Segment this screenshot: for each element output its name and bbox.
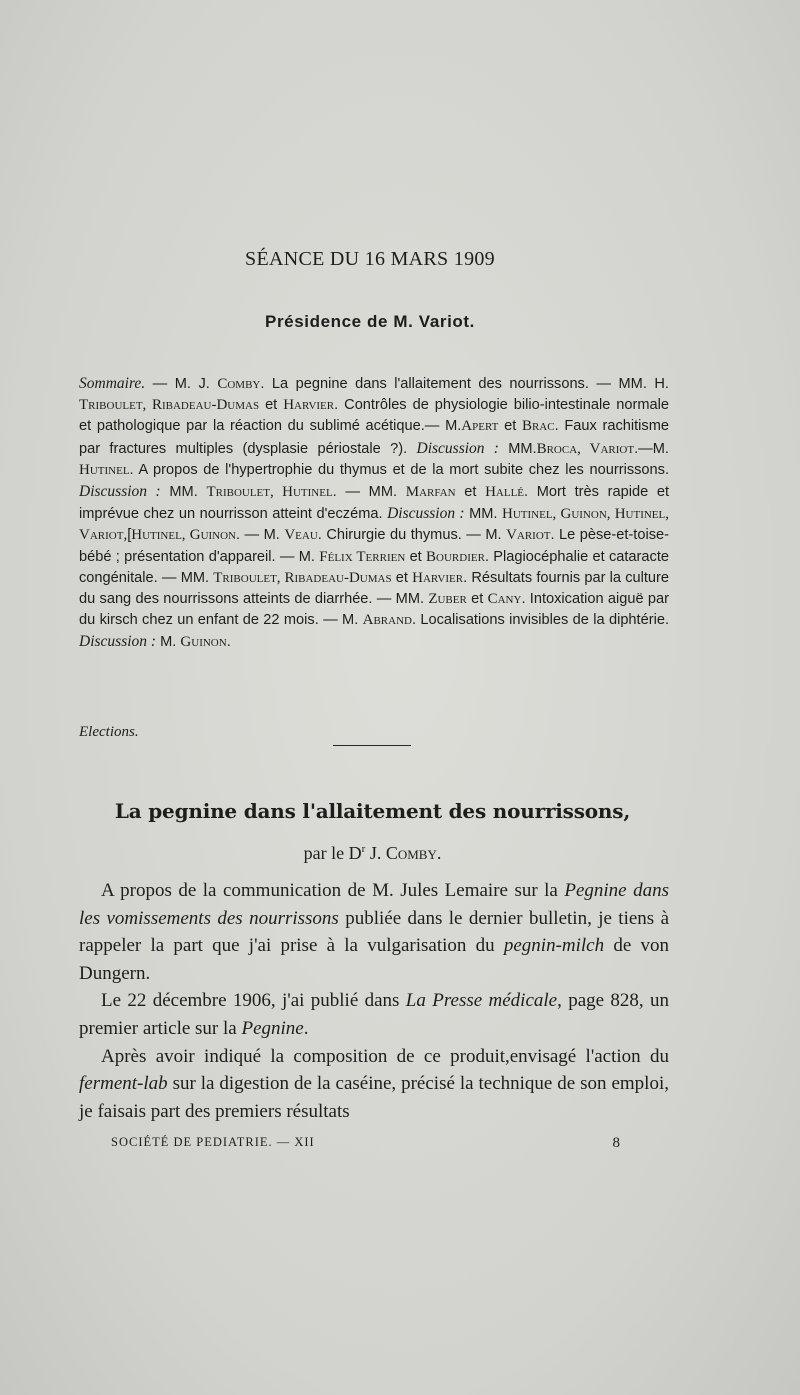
- page-footer: [111, 1135, 621, 1150]
- summary-text: . Contrôles de physiologie bilio-intestinale normale et pathologique par la réaction du sublimé acétique.— M.: [79, 397, 670, 435]
- summary-text: MM.: [469, 506, 498, 523]
- discussion-label: Discussion :: [79, 483, 161, 501]
- journal-running-head: SOCIÉTÉ DE PEDIATRIE. — XII: [111, 1135, 315, 1149]
- summary-text: et: [265, 397, 278, 414]
- author-name: Broca, Variot: [536, 440, 635, 457]
- summary-text: et: [395, 569, 408, 586]
- body-paragraph: [79, 877, 669, 987]
- discussion-label: Discussion :: [416, 439, 499, 457]
- summary-text: . Chirurgie du thymus. — M.: [317, 527, 502, 544]
- author-name: Harvier: [412, 569, 464, 586]
- body-italic: La Presse médicale: [405, 990, 558, 1012]
- author-name: Triboulet, Ribadeau-Dumas: [213, 569, 392, 586]
- summary-label: Sommaire.: [79, 375, 146, 392]
- author-name: Marfan: [405, 484, 456, 501]
- summary-text: MM.: [508, 440, 537, 457]
- discussion-label: Discussion :: [79, 633, 157, 651]
- summary-text: . Localisations invisibles de la diphtérie.: [411, 612, 669, 629]
- body-text: .: [303, 1017, 309, 1039]
- body-text: A propos de la communication de M. Jules Lemaire sur la: [101, 880, 558, 901]
- summary-text: . Intoxication aiguë par du kirsch chez un enfant de 22 mois. — M.: [79, 591, 669, 629]
- body-text: sur la digestion de la caséine, précisé la technique de son emploi, je faisais part des premiers résultats: [79, 1073, 669, 1122]
- author-name: Veau: [284, 527, 318, 544]
- elections-label: Elections.: [79, 724, 139, 740]
- summary-paragraph: [79, 373, 669, 654]
- summary-text: et: [471, 591, 484, 608]
- body-paragraph: [79, 1043, 669, 1126]
- summary-text: . Résultats fournis par la culture du sang des nourrissons atteints de diarrhée. — MM.: [79, 569, 669, 608]
- author-name: Abrand: [362, 612, 412, 629]
- summary-text: et: [464, 484, 477, 501]
- author-name: Bourdier: [426, 548, 485, 565]
- author-name: Brac: [521, 418, 555, 435]
- author-name: Harvier: [283, 397, 335, 414]
- author-name: Hutinel: [79, 461, 130, 478]
- author-name: Guinon: [180, 634, 227, 651]
- author-name: Cany: [487, 591, 522, 608]
- body-italic: Pegnine dans les vomissements des nourrissons: [79, 880, 669, 929]
- summary-text: . Plagiocéphalie et cataracte congénitale. — MM.: [79, 548, 669, 586]
- section-divider: [333, 745, 411, 746]
- body-text: Après avoir indiqué la composition de ce produit,envisagé l'action du: [101, 1045, 669, 1067]
- body-text: de von Dungern.: [79, 935, 670, 984]
- body-italic: pegnin-milch: [503, 935, 605, 957]
- summary-text: .: [226, 634, 231, 651]
- author-name: Zuber: [428, 591, 467, 608]
- summary-text: . La pegnine dans l'allaitement des nourrissons. — MM. H.: [260, 376, 669, 392]
- body-paragraph: [79, 987, 669, 1042]
- summary-text: . A propos de l'hypertrophie du thymus et de la mort subite chez les nourrissons.: [129, 461, 669, 478]
- summary-text: — M. J.: [152, 376, 210, 392]
- summary-text: M.: [160, 634, 177, 651]
- summary-text: . Faux rachitisme par fractures multiples (dysplasie périostale ?).: [79, 418, 669, 457]
- summary-text: et: [504, 418, 517, 435]
- author-name: Variot: [506, 527, 551, 544]
- author-name: Triboulet, Hutinel: [206, 484, 333, 501]
- discussion-label: Discussion :: [387, 505, 465, 523]
- author-name: Comby: [217, 376, 261, 392]
- article-title: La pegnine dans l'allaitement des nourrissons,: [114, 799, 631, 823]
- author-name: Félix Terrien: [319, 548, 406, 565]
- body-italic: Pegnine: [241, 1017, 304, 1039]
- summary-text: . Le pèse-et-toise-bébé ; présentation d'appareil. — M.: [79, 527, 669, 565]
- author-name: Hallé: [485, 484, 525, 501]
- summary-text: MM.: [169, 484, 198, 501]
- body-text: publiée dans le dernier bulletin, je tiens à rappeler la part que j'ai prise à la vulgarisation du: [79, 907, 670, 957]
- author-name: Hutinel, Guinon: [131, 527, 237, 544]
- summary-text: .—M.: [634, 440, 669, 457]
- author-name: Hutinel, Guinon, Hutinel, Variot,: [79, 506, 670, 544]
- page-number: 8: [612, 1135, 621, 1151]
- summary-text: . — M.: [236, 527, 280, 544]
- byline-prefix: par le D: [303, 843, 362, 863]
- summary-text: . — MM.: [332, 484, 398, 501]
- byline-superscript: r: [361, 843, 366, 855]
- article-body: [79, 877, 669, 1125]
- body-italic: ferment-lab: [79, 1073, 168, 1095]
- presidency-line: Présidence de M. Variot.: [265, 312, 475, 331]
- body-text: Le 22 décembre 1906, j'ai publié dans: [101, 990, 400, 1012]
- author-name: Triboulet, Ribadeau-Dumas: [79, 397, 260, 414]
- article-byline: [0, 843, 745, 864]
- summary-text: et: [409, 548, 422, 565]
- byline-end: .: [436, 843, 442, 863]
- author-name: Apert: [461, 418, 499, 435]
- session-title: SÉANCE DU 16 MARS 1909: [245, 248, 495, 270]
- summary-text: [: [127, 527, 132, 544]
- byline-author: J. Comby: [369, 843, 437, 863]
- body-text: , page 828, un premier article sur la: [79, 990, 669, 1039]
- summary-text: . Mort très rapide et imprévue chez un nourrisson atteint d'eczéma.: [79, 484, 670, 523]
